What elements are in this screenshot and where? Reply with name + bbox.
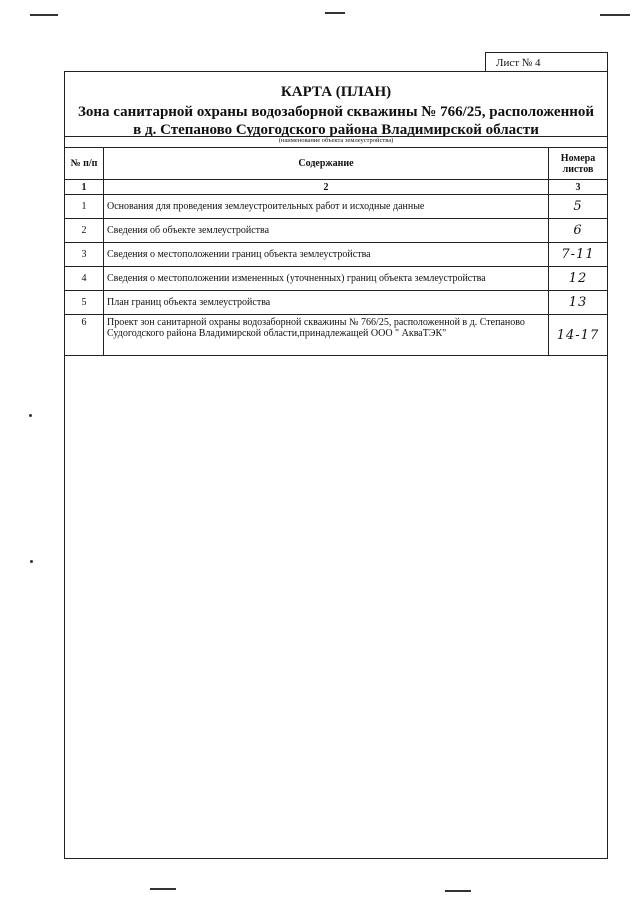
index-cell: 2 <box>104 180 549 195</box>
header-num: № п/п <box>65 148 104 180</box>
table-row <box>65 291 608 315</box>
sheet-number-box <box>485 52 608 72</box>
row-content: Основания для проведения землеустроительных работ и исходные данные <box>104 195 549 219</box>
table-row <box>65 315 608 356</box>
table-row <box>65 267 608 291</box>
document-frame <box>64 71 608 859</box>
index-cell: 1 <box>65 180 104 195</box>
scan-mark <box>30 14 58 16</box>
column-index-row <box>65 180 608 195</box>
row-num: 5 <box>65 291 104 315</box>
row-num: 4 <box>65 267 104 291</box>
table-header-row <box>65 148 608 180</box>
table-row <box>65 243 608 267</box>
row-num: 3 <box>65 243 104 267</box>
header-content: Содержание <box>104 148 549 180</box>
header-sheets: Номера листов <box>549 148 608 180</box>
scan-mark <box>325 12 345 14</box>
row-content: Сведения о местоположении границ объекта землеустройства <box>104 243 549 267</box>
document-title: КАРТА (ПЛАН) <box>280 84 392 100</box>
contents-table <box>64 147 608 356</box>
row-sheets: 5 <box>573 199 583 214</box>
row-sheets: 6 <box>573 223 583 238</box>
scan-mark <box>600 14 630 16</box>
row-num: 2 <box>65 219 104 243</box>
row-content: Сведения о местоположении измененных (уточненных) границ объекта землеустройства <box>104 267 549 291</box>
row-sheets: 7-11 <box>561 247 595 262</box>
index-cell: 3 <box>549 180 608 195</box>
row-num: 6 <box>65 315 104 356</box>
row-content: Сведения об объекте землеустройства <box>104 219 549 243</box>
row-sheets: 13 <box>568 295 588 310</box>
row-num: 1 <box>65 195 104 219</box>
table-row <box>65 219 608 243</box>
subtitle-caption: (наименование объекта землеустройства) <box>278 137 394 144</box>
table-row <box>65 195 608 219</box>
scan-dot <box>30 560 33 563</box>
scan-dot <box>29 414 32 417</box>
row-content: План границ объекта землеустройства <box>104 291 549 315</box>
document-subtitle: Зона санитарной охраны водозаборной скважины № 766/25, расположенной в д. Степаново Судогодского района Владимирской области <box>77 104 595 138</box>
scan-mark <box>445 890 471 892</box>
row-content: Проект зон санитарной охраны водозаборной скважины № 766/25, расположенной в д. Степаново Судогодского района Владимирской области,принадлежащей ООО " АкваТЭК" <box>104 315 549 356</box>
row-sheets: 12 <box>568 271 588 286</box>
row-sheets: 14-17 <box>556 328 600 343</box>
scan-mark <box>150 888 176 890</box>
sheet-number: Лист № 4 <box>496 57 541 69</box>
